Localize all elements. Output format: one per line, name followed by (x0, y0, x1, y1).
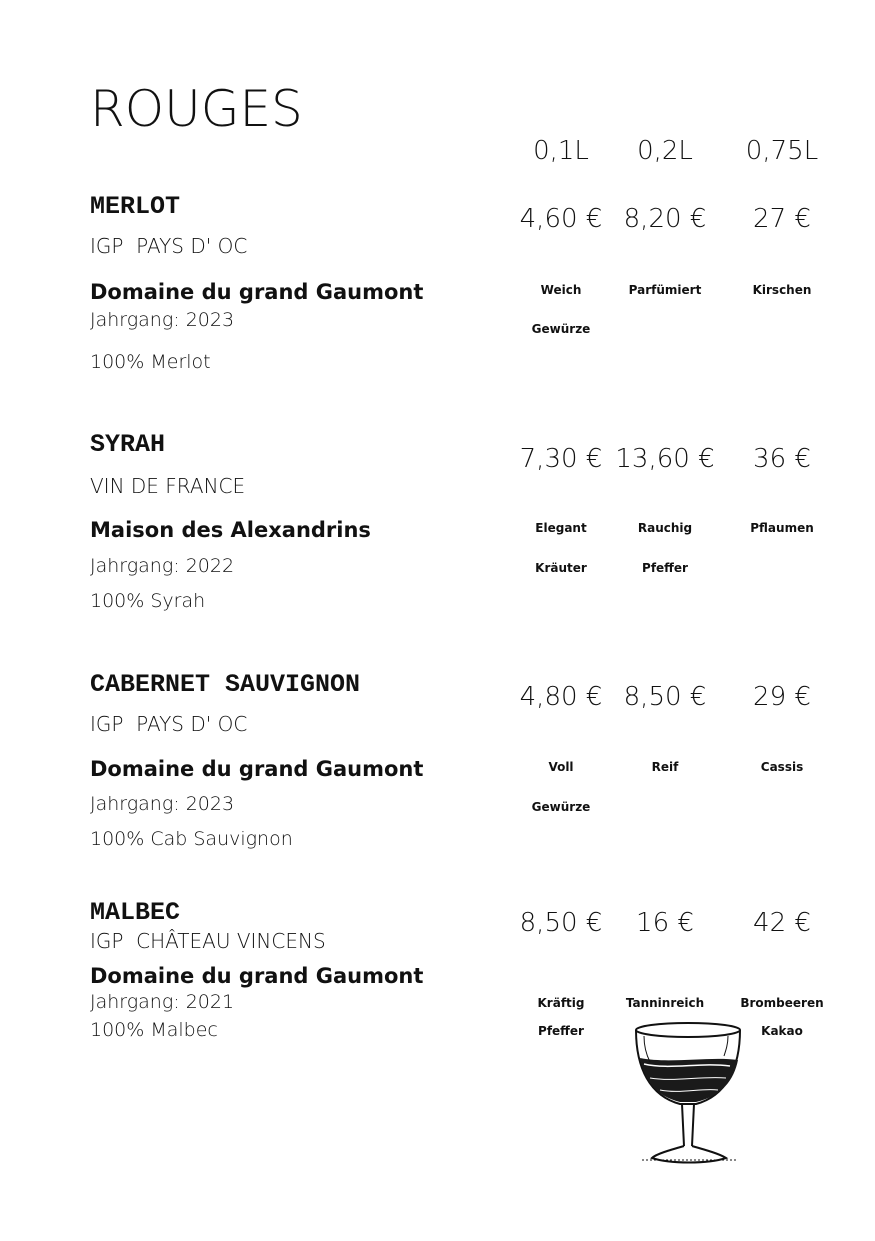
size-header-0-2l: 0,2L (637, 136, 693, 166)
tasting-note: Kräftig (537, 996, 585, 1010)
wine-name: CABERNET SAUVIGNON (90, 670, 361, 699)
wine-region: IGP PAYS D' OC (90, 712, 248, 736)
price-0-1l: 7,30 € (519, 444, 603, 474)
price-0-2l: 16 € (636, 908, 694, 938)
wine-grape: 100% Syrah (90, 590, 206, 612)
wine-name: SYRAH (90, 430, 166, 459)
price-0-1l: 4,60 € (519, 204, 603, 234)
price-0-2l: 13,60 € (615, 444, 715, 474)
wine-glass-icon (630, 1018, 760, 1170)
price-0-2l: 8,50 € (623, 682, 707, 712)
wine-region: VIN DE FRANCE (90, 474, 246, 498)
wine-vintage: Jahrgang: 2023 (90, 793, 235, 815)
price-0-2l: 8,20 € (623, 204, 707, 234)
tasting-note: Pflaumen (750, 521, 814, 535)
price-0-75l: 29 € (753, 682, 811, 712)
tasting-note: Cassis (760, 760, 804, 774)
wine-grape: 100% Malbec (90, 1019, 218, 1041)
price-0-75l: 42 € (753, 908, 811, 938)
wine-producer: Domaine du grand Gaumont (90, 757, 424, 781)
tasting-note: Tanninreich (625, 996, 705, 1010)
tasting-note: Voll (548, 760, 574, 774)
tasting-note: Brombeeren (740, 996, 824, 1010)
wine-producer: Domaine du grand Gaumont (90, 280, 424, 304)
tasting-note: Kräuter (535, 561, 587, 575)
wine-name: MERLOT (90, 192, 181, 221)
wine-region: IGP PAYS D' OC (90, 234, 248, 258)
wine-grape: 100% Cab Sauvignon (90, 828, 293, 850)
tasting-note: Kakao (761, 1024, 803, 1038)
wine-vintage: Jahrgang: 2022 (90, 555, 235, 577)
wine-producer: Maison des Alexandrins (90, 518, 371, 542)
wine-grape: 100% Merlot (90, 351, 211, 373)
tasting-note: Pfeffer (538, 1024, 584, 1038)
tasting-note: Reif (651, 760, 679, 774)
tasting-note: Pfeffer (642, 561, 688, 575)
size-header-0-1l: 0,1L (533, 136, 589, 166)
tasting-note: Gewürze (531, 800, 591, 814)
wine-producer: Domaine du grand Gaumont (90, 964, 424, 988)
page-title: ROUGES (90, 80, 303, 138)
tasting-note: Elegant (535, 521, 587, 535)
wine-vintage: Jahrgang: 2021 (90, 991, 235, 1013)
wine-region: IGP CHÂTEAU VINCENS (90, 929, 326, 953)
size-header-0-75l: 0,75L (745, 136, 819, 166)
wine-name: MALBEC (90, 898, 181, 927)
price-0-1l: 8,50 € (519, 908, 603, 938)
tasting-note: Gewürze (531, 322, 591, 336)
wine-vintage: Jahrgang: 2023 (90, 309, 235, 331)
price-0-75l: 36 € (753, 444, 811, 474)
price-0-1l: 4,80 € (519, 682, 603, 712)
tasting-note: Kirschen (752, 283, 812, 297)
price-0-75l: 27 € (753, 204, 811, 234)
tasting-note: Parfümiert (628, 283, 702, 297)
tasting-note: Weich (540, 283, 582, 297)
tasting-note: Rauchig (637, 521, 693, 535)
